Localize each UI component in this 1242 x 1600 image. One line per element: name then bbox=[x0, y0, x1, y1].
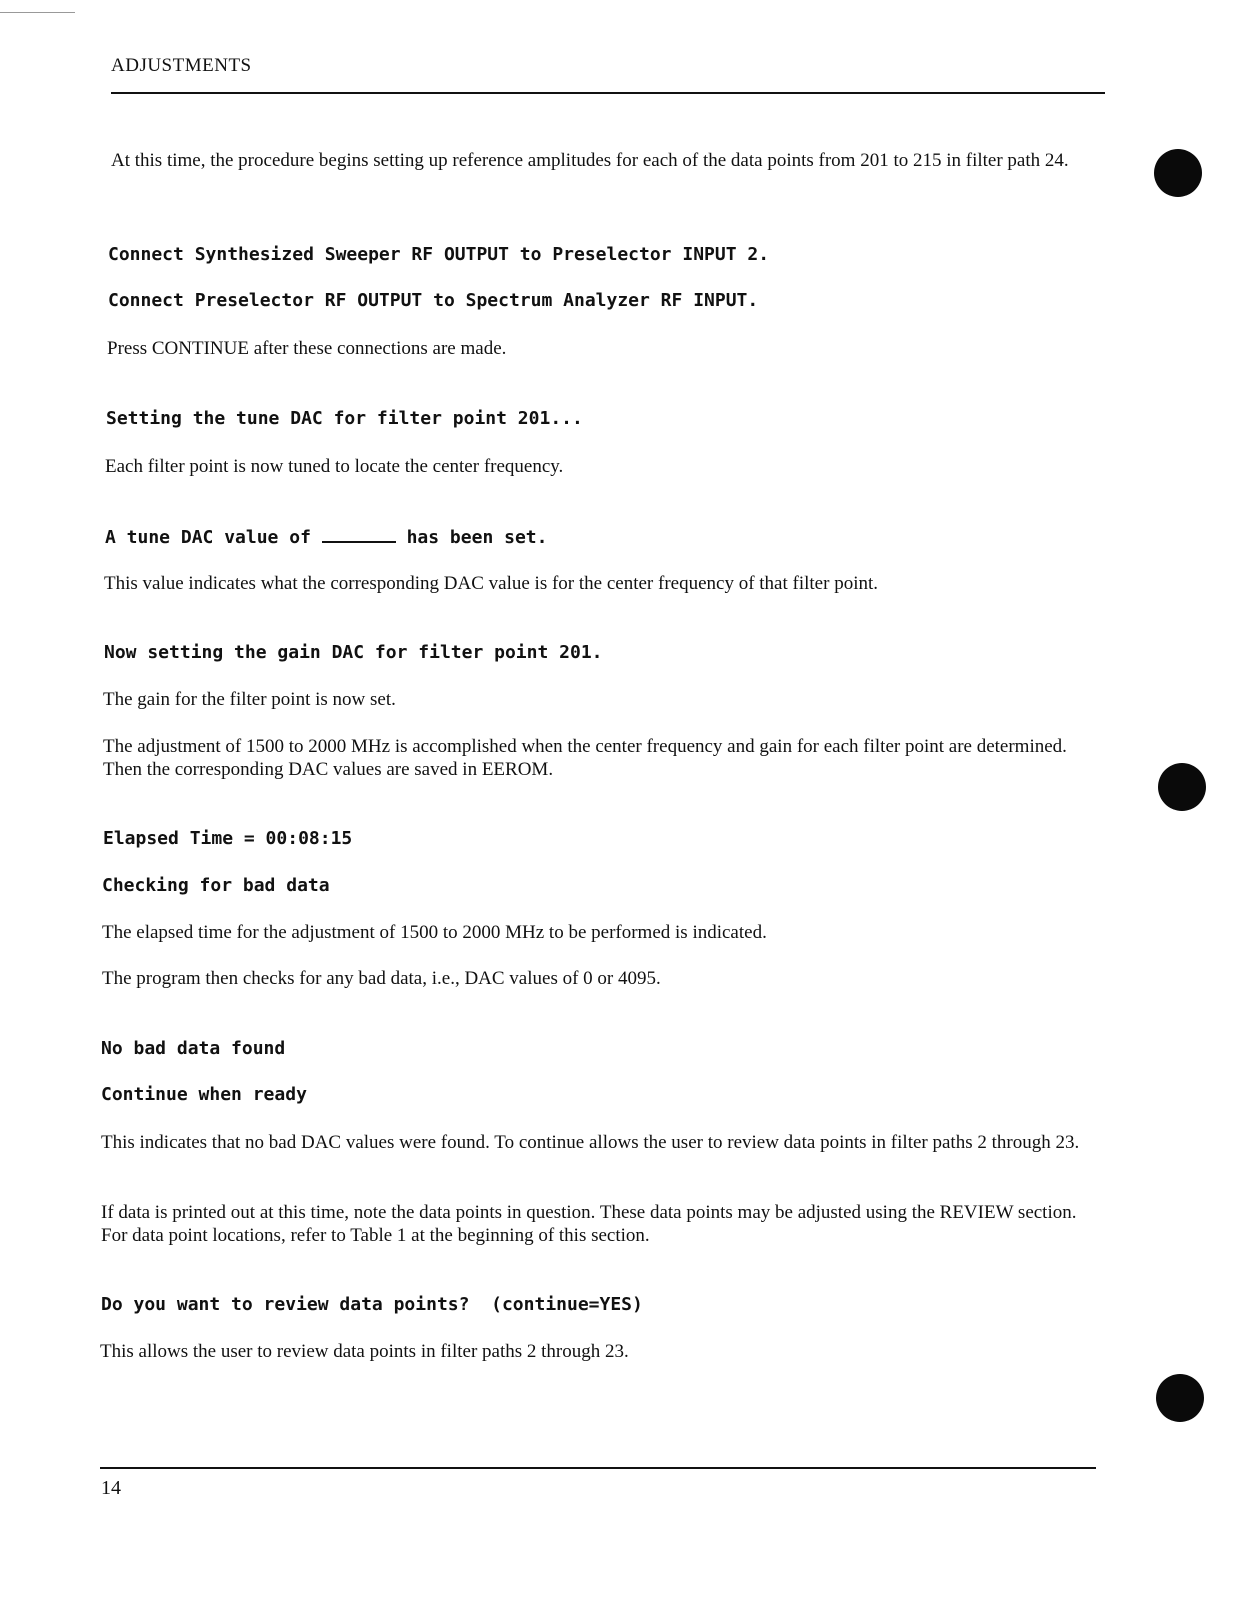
gain-explanation: The gain for the filter point is now set. bbox=[103, 689, 396, 710]
tune-explanation: Each filter point is now tuned to locate the center frequency. bbox=[105, 456, 564, 477]
screen-message-checking-data: Checking for bad data bbox=[102, 875, 330, 896]
intro-paragraph: At this time, the procedure begins setting up reference amplitudes for each of the data points from 201 to 215 in filter path 24. bbox=[111, 150, 1069, 171]
review-explanation: This allows the user to review data points in filter paths 2 through 23. bbox=[100, 1341, 629, 1362]
scan-corner-mark bbox=[0, 12, 75, 13]
screen-message-review-prompt: Do you want to review data points? (continue=YES) bbox=[101, 1294, 643, 1315]
binder-hole-top bbox=[1154, 149, 1202, 197]
binder-hole-bottom bbox=[1156, 1374, 1204, 1422]
screen-message-elapsed-time: Elapsed Time = 00:08:15 bbox=[103, 828, 353, 849]
binder-hole-middle bbox=[1158, 763, 1206, 811]
dac-value-explanation: This value indicates what the corresponding DAC value is for the center frequency of that filter point. bbox=[104, 573, 878, 594]
page-number: 14 bbox=[101, 1477, 121, 1499]
no-bad-values-explanation: This indicates that no bad DAC values were found. To continue allows the user to review data points in filter paths 2 through 23. bbox=[101, 1132, 1080, 1153]
screen-message-tune-dac-value bbox=[105, 525, 547, 549]
tune-dac-text-before: A tune DAC value of bbox=[105, 527, 322, 548]
adjustment-explanation: The adjustment of 1500 to 2000 MHz is accomplished when the center frequency and gain for each filter point are determined. Then the corresponding DAC values are saved in EEROM. bbox=[103, 736, 1067, 780]
dac-value-blank bbox=[322, 525, 396, 543]
footer-divider bbox=[100, 1467, 1096, 1469]
screen-message-tune-dac: Setting the tune DAC for filter point 201... bbox=[106, 408, 583, 429]
continue-instruction: Press CONTINUE after these connections are made. bbox=[107, 338, 507, 359]
screen-message-connect-preselector: Connect Preselector RF OUTPUT to Spectrum Analyzer RF INPUT. bbox=[108, 290, 759, 311]
screen-message-connect-sweeper: Connect Synthesized Sweeper RF OUTPUT to Preselector INPUT 2. bbox=[108, 244, 770, 265]
screen-message-continue-ready: Continue when ready bbox=[101, 1084, 307, 1105]
printout-explanation: If data is printed out at this time, note the data points in question. These data points may be adjusted using the REVIEW section. For data point locations, refer to Table 1 at the beginning of this section. bbox=[101, 1202, 1077, 1246]
header-divider bbox=[111, 92, 1105, 94]
screen-message-gain-dac: Now setting the gain DAC for filter point 201. bbox=[104, 642, 603, 663]
page-header-title: ADJUSTMENTS bbox=[111, 55, 252, 76]
bad-data-check-explanation: The program then checks for any bad data, i.e., DAC values of 0 or 4095. bbox=[102, 968, 661, 989]
elapsed-time-explanation: The elapsed time for the adjustment of 1500 to 2000 MHz to be performed is indicated. bbox=[102, 922, 767, 943]
tune-dac-text-after: has been set. bbox=[395, 527, 548, 548]
screen-message-no-bad-data: No bad data found bbox=[101, 1038, 286, 1059]
